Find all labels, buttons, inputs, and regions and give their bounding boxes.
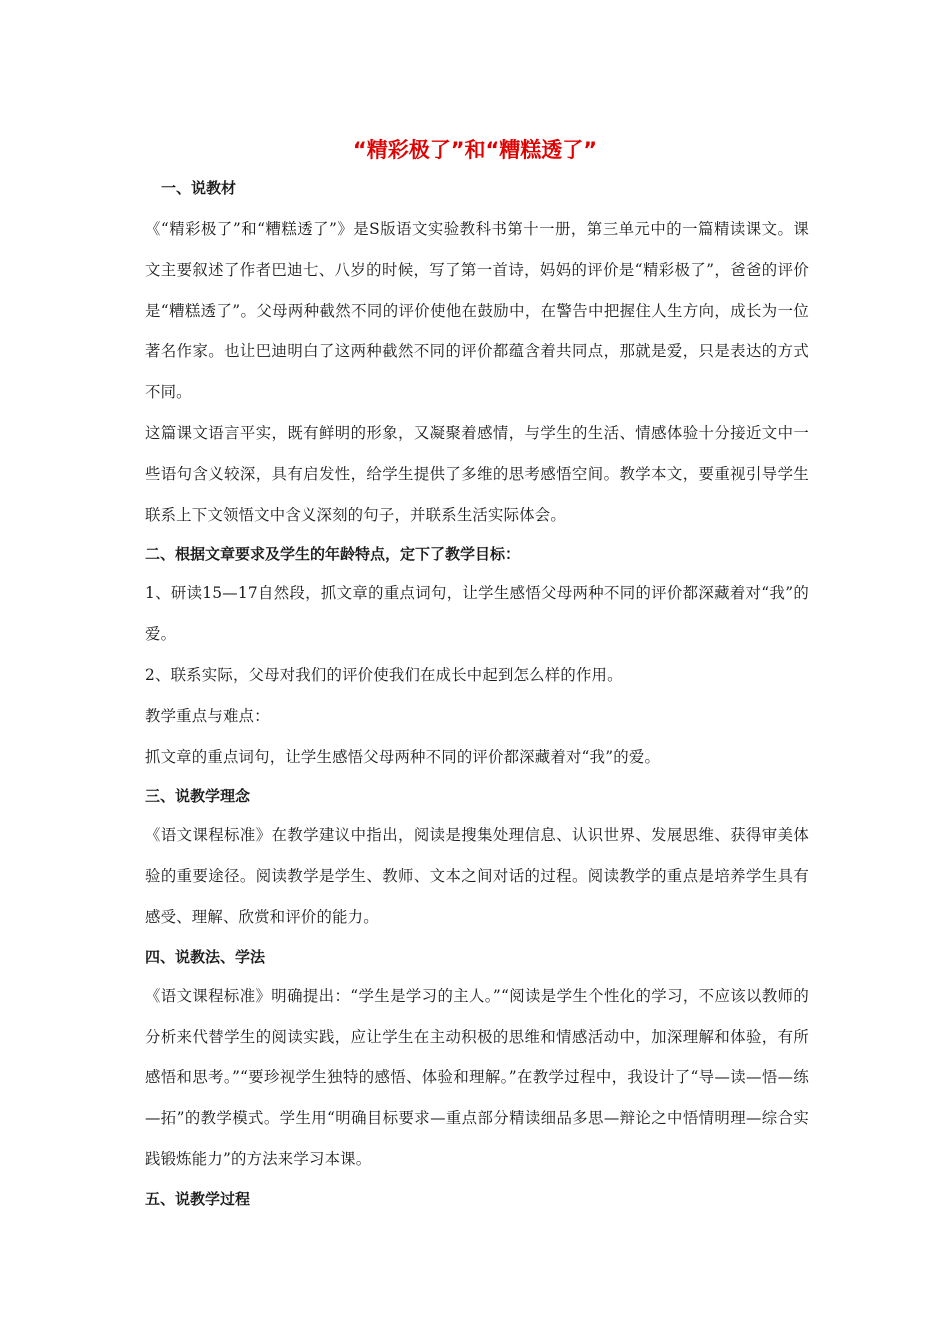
section-heading-5: 五、说教学过程 <box>145 1189 251 1208</box>
section-heading-1: 一、说教材 <box>161 179 237 197</box>
section-heading-2: 二、根据文章要求及学生的年龄特点，定下了教学目标： <box>145 545 521 564</box>
section-3-paragraph-1: 《语文课程标准》在教学建议中指出，阅读是搜集处理信息、认识世界、发展思维、获得审美体验的重要途径。阅读教学是学生、教师、文本之间对话的过程。阅读教学的重点是培养学生具有感受、理解、欣赏和评价的能力。 <box>145 826 809 926</box>
section-2-paragraph-2: 2、联系实际，父母对我们的评价使我们在成长中起到怎么样的作用。 <box>145 665 623 684</box>
section-2-paragraph-3: 抓文章的重点词句，让学生感悟父母两种不同的评价都深藏着对“我”的爱。 <box>145 747 661 766</box>
section-2-subheading: 教学重点与难点： <box>145 706 270 725</box>
section-heading-4: 四、说教法、学法 <box>145 947 266 966</box>
section-2-paragraph-1: 1、研读15—17自然段，抓文章的重点词句，让学生感悟父母两种不同的评价都深藏着对“我”的爱。 <box>145 584 809 644</box>
section-heading-3: 三、说教学理念 <box>145 787 251 806</box>
section-4-paragraph-1: 《语文课程标准》明确提出：“学生是学习的主人。”“阅读是学生个性化的学习，不应该以教师的分析来代替学生的阅读实践，应让学生在主动积极的思维和情感活动中，加深理解和体验，有所感悟和思考。”“要珍视学生独特的感悟、体验和理解。”在教学过程中，我设计了“导—读—悟—练—拓”的教学模式。学生用“明确目标要求—重点部分精读细品多思—辩论之中悟情明理—综合实践锻炼能力”的方法来学习本课。 <box>145 986 809 1168</box>
document-title: “精彩极了”和“糟糕透了” <box>352 138 598 162</box>
section-1-paragraph-2: 这篇课文语言平实，既有鲜明的形象，又凝聚着感情，与学生的生活、情感体验十分接近文中一些语句含义较深，具有启发性，给学生提供了多维的思考感悟空间。教学本文，要重视引导学生联系上下文领悟文中含义深刻的句子，并联系生活实际体会。 <box>145 423 809 524</box>
section-1-paragraph-1: 《“精彩极了”和“糟糕透了”》是S版语文实验教科书第十一册，第三单元中的一篇精读课文。课文主要叙述了作者巴迪七、八岁的时候，写了第一首诗，妈妈的评价是“精彩极了”，爸爸的评价是“糟糕透了”。父母两种截然不同的评价使他在鼓励中，在警告中把握住人生方向，成长为一位著名作家。也让巴迪明白了这两种截然不同的评价都蕴含着共同点，那就是爱，只是表达的方式不同。 <box>145 220 809 402</box>
document-body <box>145 178 809 1209</box>
